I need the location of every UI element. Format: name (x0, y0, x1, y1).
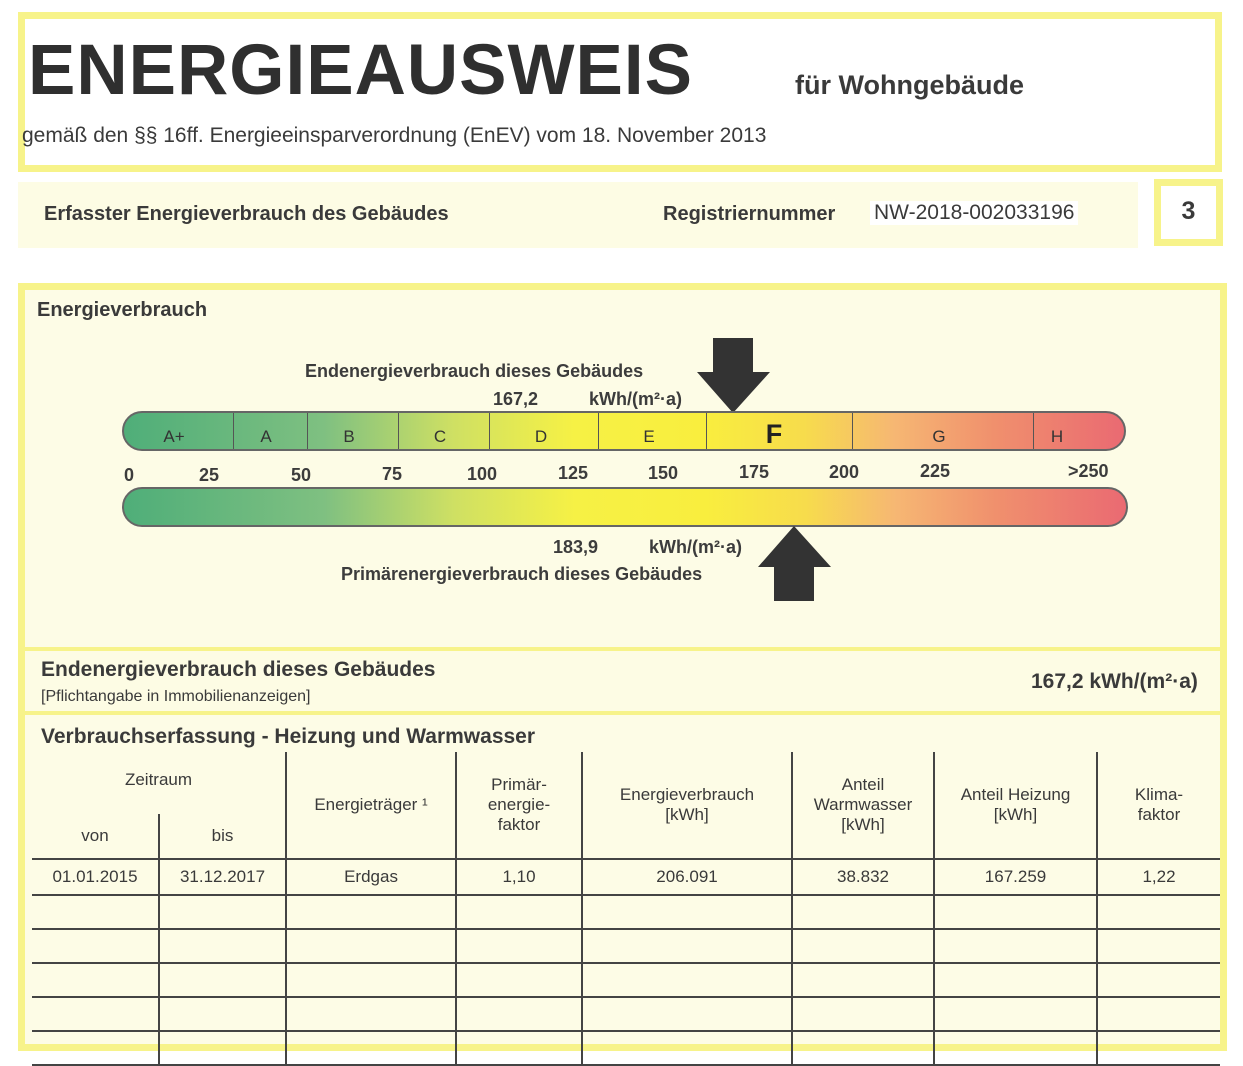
header-carrier: Energieträger ¹ (286, 752, 456, 859)
scale-tick: >250 (1068, 461, 1109, 481)
primary-energy-value: 183,9 (553, 537, 599, 557)
header-primary-factor: Primär- energie- faktor (456, 752, 582, 859)
cell-water: 38.832 (792, 859, 934, 895)
table-row (32, 859, 1220, 895)
cell-to: 31.12.2017 (159, 859, 286, 895)
header-to: bis (159, 814, 286, 859)
cell-consumption: 206.091 (582, 859, 792, 895)
class-label: C (433, 427, 447, 446)
primary-energy-arrow-icon (758, 526, 832, 602)
primary-energy-scale (122, 487, 1128, 527)
primary-energy-label: Primärenergieverbrauch dieses Gebäudes (341, 564, 703, 584)
table-row (32, 1031, 1220, 1065)
table-row (32, 997, 1220, 1031)
class-label: H (1050, 427, 1064, 446)
scale-tick: 225 (920, 461, 951, 481)
scale-tick: 50 (291, 465, 312, 485)
scale-tick: 100 (467, 464, 498, 484)
header-heating: Anteil Heizung [kWh] (934, 752, 1097, 859)
end-energy-unit: kWh/(m²·a) (589, 389, 682, 409)
active-class-label: F (765, 419, 783, 449)
end-energy-summary-note: [Pflichtangabe in Immobilienanzeigen] (41, 688, 311, 705)
page-number: 3 (1181, 197, 1196, 225)
class-label: A (260, 427, 272, 446)
header-hot-water: Anteil Warmwasser [kWh] (792, 752, 934, 859)
cell-heating: 167.259 (934, 859, 1097, 895)
scale-tick: 200 (829, 462, 860, 482)
consumption-title: Verbrauchserfassung - Heizung und Warmwasser (41, 725, 536, 748)
consumption-table (32, 752, 1220, 1066)
cell-carrier: Erdgas (286, 859, 456, 895)
header-climate-factor: Klima- faktor (1097, 752, 1220, 859)
scale-tick: 0 (124, 465, 135, 485)
class-label: D (534, 427, 548, 446)
section-title: Erfasster Energieverbrauch des Gebäudes (44, 203, 449, 225)
cell-climate: 1,22 (1097, 859, 1220, 895)
document-subtitle: für Wohngebäude (795, 70, 1024, 100)
end-energy-summary-title: Endenergieverbrauch dieses Gebäudes (41, 658, 436, 681)
scale-tick: 25 (199, 465, 220, 485)
class-label: A+ (163, 427, 185, 446)
registration-label: Registriernummer (663, 203, 836, 225)
energy-class-scale (122, 411, 1126, 451)
regulation-text: gemäß den §§ 16ff. Energieeinsparverordnung (EnEV) vom 18. November 2013 (22, 124, 767, 147)
end-energy-arrow-icon (697, 338, 771, 414)
scale-tick: 75 (382, 464, 403, 484)
header-consumption: Energieverbrauch [kWh] (582, 752, 792, 859)
scale-tick: 150 (648, 463, 679, 483)
table-row (32, 963, 1220, 997)
table-row (32, 895, 1220, 929)
document-title: ENERGIEAUSWEIS (28, 31, 693, 110)
class-label: G (932, 427, 946, 446)
cell-factor: 1,10 (456, 859, 582, 895)
header-period: Zeitraum (32, 752, 286, 814)
end-energy-value: 167,2 (493, 389, 539, 409)
registration-number: NW-2018-002033196 (870, 201, 1078, 225)
class-label: B (343, 427, 355, 446)
cell-from: 01.01.2015 (32, 859, 159, 895)
primary-energy-unit: kWh/(m²·a) (649, 537, 742, 557)
end-energy-label: Endenergieverbrauch dieses Gebäudes (305, 361, 644, 381)
class-label: E (643, 427, 655, 446)
energy-section-title: Energieverbrauch (37, 299, 208, 321)
end-energy-summary-value: 167,2 kWh/(m²·a) (1031, 670, 1198, 693)
table-row (32, 929, 1220, 963)
scale-tick: 175 (739, 462, 770, 482)
header-from: von (32, 814, 159, 859)
scale-tick: 125 (558, 463, 589, 483)
